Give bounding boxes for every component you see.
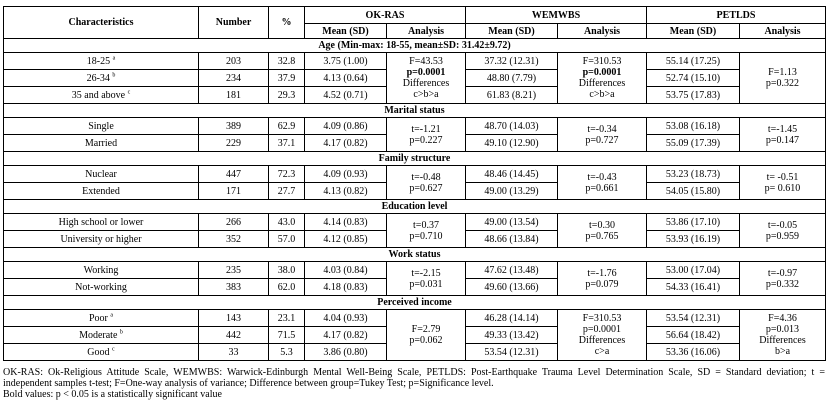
- row-label-superscript: c: [127, 89, 131, 96]
- cell-okras-analysis: [387, 262, 466, 296]
- cell-okras-analysis: [387, 310, 466, 361]
- row-label-superscript: a: [112, 55, 116, 62]
- cell-okras-mean: 4.04 (0.93): [305, 310, 387, 327]
- row-label: 18-25: [86, 55, 111, 67]
- analysis-line: p=0.765: [585, 230, 619, 242]
- row-label-cell: [4, 327, 199, 344]
- table-footnote: [3, 367, 825, 400]
- cell-percent: 32.8: [269, 53, 305, 70]
- analysis-line: p=0.0001: [582, 324, 622, 335]
- results-table-body: [4, 39, 826, 361]
- section-title: Family structure: [4, 152, 826, 166]
- analysis-line: t=-2.15: [411, 267, 441, 279]
- cell-number: 235: [199, 262, 269, 279]
- analysis-line: F=4.36: [768, 313, 797, 324]
- cell-number: 447: [199, 166, 269, 183]
- cell-okras-mean: 4.12 (0.85): [305, 231, 387, 248]
- header-okras-mean: Mean (SD): [305, 24, 387, 39]
- cell-petlds-analysis: [740, 262, 826, 296]
- cell-petlds-mean: 53.00 (17.04): [647, 262, 740, 279]
- cell-percent: 23.1: [269, 310, 305, 327]
- row-label-superscript: a: [110, 312, 114, 319]
- row-label-cell: [4, 310, 199, 327]
- analysis-line: F=1.13: [768, 67, 797, 78]
- analysis-line: t=-0.48: [411, 171, 441, 183]
- cell-wemwbs-analysis: [558, 118, 647, 152]
- cell-petlds-mean: 54.05 (15.80): [647, 183, 740, 200]
- row-label-cell: [4, 166, 199, 183]
- analysis-line: t=-1.21: [411, 123, 441, 135]
- cell-petlds-analysis: [740, 166, 826, 200]
- cell-percent: 71.5: [269, 327, 305, 344]
- cell-petlds-mean: 53.54 (12.31): [647, 310, 740, 327]
- cell-okras-mean: 4.18 (0.83): [305, 279, 387, 296]
- cell-percent: 57.0: [269, 231, 305, 248]
- cell-petlds-mean: 55.14 (17.25): [647, 53, 740, 70]
- row-label-superscript: c: [112, 346, 115, 353]
- analysis-line: p=0.147: [765, 134, 800, 146]
- cell-percent: 5.3: [269, 344, 305, 361]
- section-title: Education level: [4, 200, 826, 214]
- row-label-cell: [4, 231, 199, 248]
- section-row: [4, 104, 826, 118]
- analysis-line: p=0.227: [409, 134, 443, 146]
- cell-percent: 62.9: [269, 118, 305, 135]
- cell-number: 203: [199, 53, 269, 70]
- row-label: 35 and above: [71, 89, 126, 101]
- cell-number: 33: [199, 344, 269, 361]
- analysis-line: p=0.031: [409, 278, 443, 290]
- cell-petlds-mean: 53.93 (16.19): [647, 231, 740, 248]
- row-label-cell: [4, 279, 199, 296]
- cell-wemwbs-mean: 37.32 (12.31): [466, 53, 558, 70]
- cell-okras-analysis: [387, 166, 466, 200]
- cell-petlds-mean: 53.86 (17.10): [647, 214, 740, 231]
- cell-petlds-mean: 56.64 (18.42): [647, 327, 740, 344]
- analysis-line: p=0.013: [765, 324, 800, 335]
- analysis-line: c>b>a: [589, 89, 615, 100]
- results-table-container: [3, 6, 827, 361]
- table-row: [4, 310, 826, 327]
- cell-wemwbs-mean: 49.00 (13.54): [466, 214, 558, 231]
- cell-okras-mean: 4.09 (0.86): [305, 118, 387, 135]
- cell-number: 442: [199, 327, 269, 344]
- cell-number: 352: [199, 231, 269, 248]
- row-label-cell: [4, 118, 199, 135]
- analysis-line: Differences: [578, 335, 626, 346]
- cell-okras-analysis: [387, 53, 466, 104]
- analysis-line: c>a: [594, 346, 610, 357]
- cell-wemwbs-mean: 48.66 (13.84): [466, 231, 558, 248]
- section-row: [4, 152, 826, 166]
- analysis-line: p=0.627: [409, 182, 443, 194]
- row-label: Working: [83, 264, 119, 276]
- table-row: [4, 166, 826, 183]
- cell-petlds-mean: 55.09 (17.39): [647, 135, 740, 152]
- analysis-line: p=0.727: [585, 134, 619, 146]
- cell-petlds-analysis: [740, 214, 826, 248]
- cell-percent: 72.3: [269, 166, 305, 183]
- cell-percent: 62.0: [269, 279, 305, 296]
- row-label-cell: [4, 135, 199, 152]
- row-label: Extended: [82, 185, 120, 197]
- footnote-abbreviations: OK-RAS: Ok-Religious Attitude Scale, WEMWBS: Warwick-Edinburgh Mental Well-Being Scale, PETLDS: Post-Earthquake Trauma Level Determination Scale, SD = Standard deviation; t = independent samples t-test; F=One-way analysis of variance; Difference between group=Tukey Test; p=Significance level.: [3, 367, 825, 389]
- row-label: Good: [87, 346, 110, 358]
- cell-number: 143: [199, 310, 269, 327]
- cell-petlds-analysis: [740, 53, 826, 104]
- table-row: [4, 262, 826, 279]
- section-row: [4, 248, 826, 262]
- cell-number: 171: [199, 183, 269, 200]
- row-label: Poor: [88, 312, 108, 324]
- analysis-line: Differences: [578, 78, 626, 89]
- table-row: [4, 118, 826, 135]
- cell-wemwbs-mean: 48.46 (14.45): [466, 166, 558, 183]
- cell-okras-mean: 4.52 (0.71): [305, 87, 387, 104]
- header-petlds-mean: Mean (SD): [647, 24, 740, 39]
- section-row: [4, 39, 826, 53]
- cell-wemwbs-mean: 46.28 (14.14): [466, 310, 558, 327]
- analysis-line: b>a: [774, 346, 791, 357]
- cell-number: 389: [199, 118, 269, 135]
- cell-petlds-analysis: [740, 118, 826, 152]
- row-label: Single: [88, 120, 114, 132]
- cell-wemwbs-analysis: [558, 214, 647, 248]
- row-label-cell: [4, 183, 199, 200]
- cell-petlds-mean: 53.75 (17.83): [647, 87, 740, 104]
- header-okras: OK-RAS: [305, 7, 466, 24]
- analysis-line: t=-1.45: [767, 123, 798, 135]
- cell-okras-mean: 4.13 (0.64): [305, 70, 387, 87]
- cell-percent: 29.3: [269, 87, 305, 104]
- analysis-line: Differences: [402, 78, 450, 89]
- header-okras-analysis: Analysis: [387, 24, 466, 39]
- analysis-line: t=-0.97: [767, 267, 798, 279]
- cell-percent: 37.9: [269, 70, 305, 87]
- row-label: University or higher: [60, 233, 142, 245]
- cell-okras-mean: 4.09 (0.93): [305, 166, 387, 183]
- row-label-cell: [4, 344, 199, 361]
- row-label-cell: [4, 87, 199, 104]
- row-label: High school or lower: [58, 216, 144, 228]
- cell-wemwbs-mean: 48.80 (7.79): [466, 70, 558, 87]
- cell-okras-mean: 3.75 (1.00): [305, 53, 387, 70]
- header-wemwbs-mean: Mean (SD): [466, 24, 558, 39]
- cell-wemwbs-analysis: [558, 310, 647, 361]
- header-percent: %: [269, 7, 305, 39]
- cell-okras-mean: 4.17 (0.82): [305, 327, 387, 344]
- cell-wemwbs-mean: 49.33 (13.42): [466, 327, 558, 344]
- cell-wemwbs-analysis: [558, 53, 647, 104]
- row-label: Married: [84, 137, 118, 149]
- row-label: Moderate: [79, 329, 118, 341]
- cell-wemwbs-mean: 53.54 (12.31): [466, 344, 558, 361]
- analysis-line: p=0.322: [765, 78, 800, 89]
- cell-wemwbs-analysis: [558, 166, 647, 200]
- section-title: Age (Min-max: 18-55, mean±SD: 31.42±9.72): [4, 39, 826, 53]
- footnote-bold-note: Bold values: p < 0.05 is a statistically significant value: [3, 389, 222, 400]
- cell-number: 266: [199, 214, 269, 231]
- analysis-line: p=0.332: [765, 278, 800, 290]
- analysis-line: F=310.53: [582, 56, 622, 67]
- header-petlds-analysis: Analysis: [740, 24, 826, 39]
- cell-petlds-mean: 53.36 (16.06): [647, 344, 740, 361]
- analysis-line: t= -0.51: [766, 171, 799, 183]
- analysis-line: p=0.0001: [582, 67, 622, 78]
- analysis-line: t=0.37: [413, 219, 439, 231]
- analysis-line: t=0.30: [589, 219, 615, 231]
- row-label: Not-working: [75, 281, 127, 293]
- analysis-line: F=2.79: [411, 324, 441, 335]
- header-petlds: PETLDS: [647, 7, 826, 24]
- row-label-cell: [4, 262, 199, 279]
- analysis-line: p=0.062: [409, 335, 443, 346]
- row-label: Nuclear: [85, 168, 117, 180]
- cell-petlds-mean: 52.74 (15.10): [647, 70, 740, 87]
- cell-percent: 27.7: [269, 183, 305, 200]
- cell-percent: 37.1: [269, 135, 305, 152]
- analysis-line: p=0.959: [765, 230, 800, 242]
- row-label-superscript: b: [112, 72, 116, 79]
- cell-petlds-analysis: [740, 310, 826, 361]
- cell-petlds-mean: 54.33 (16.41): [647, 279, 740, 296]
- cell-wemwbs-mean: 49.60 (13.66): [466, 279, 558, 296]
- row-label: 26-34: [86, 72, 110, 84]
- cell-petlds-mean: 53.08 (16.18): [647, 118, 740, 135]
- cell-petlds-mean: 53.23 (18.73): [647, 166, 740, 183]
- analysis-line: t=-0.43: [587, 171, 617, 183]
- header-characteristics: Characteristics: [4, 7, 199, 39]
- cell-okras-mean: 4.14 (0.83): [305, 214, 387, 231]
- section-title: Marital status: [4, 104, 826, 118]
- cell-okras-mean: 4.03 (0.84): [305, 262, 387, 279]
- analysis-line: p= 0.610: [764, 182, 801, 194]
- cell-okras-mean: 4.13 (0.82): [305, 183, 387, 200]
- header-wemwbs: WEMWBS: [466, 7, 647, 24]
- header-number: Number: [199, 7, 269, 39]
- cell-okras-analysis: [387, 214, 466, 248]
- analysis-line: p=0.079: [585, 278, 619, 290]
- cell-wemwbs-analysis: [558, 262, 647, 296]
- cell-percent: 43.0: [269, 214, 305, 231]
- table-row: [4, 214, 826, 231]
- analysis-line: p=0.661: [585, 182, 619, 194]
- cell-wemwbs-mean: 48.70 (14.03): [466, 118, 558, 135]
- cell-okras-mean: 3.86 (0.80): [305, 344, 387, 361]
- analysis-line: F=310.53: [582, 313, 622, 324]
- cell-number: 383: [199, 279, 269, 296]
- cell-number: 234: [199, 70, 269, 87]
- analysis-line: p=0.0001: [406, 67, 446, 78]
- section-row: [4, 200, 826, 214]
- analysis-line: t=-1.76: [587, 267, 617, 279]
- cell-okras-analysis: [387, 118, 466, 152]
- analysis-line: F=43.53: [409, 56, 443, 67]
- section-title: Perceived income: [4, 296, 826, 310]
- results-table: [3, 6, 826, 361]
- analysis-line: c>b>a: [413, 89, 439, 100]
- section-title: Work status: [4, 248, 826, 262]
- header-wemwbs-analysis: Analysis: [558, 24, 647, 39]
- cell-wemwbs-mean: 49.00 (13.29): [466, 183, 558, 200]
- table-row: [4, 53, 826, 70]
- analysis-line: t=-0.05: [767, 219, 798, 231]
- cell-number: 229: [199, 135, 269, 152]
- row-label-cell: [4, 53, 199, 70]
- row-label-cell: [4, 70, 199, 87]
- cell-percent: 38.0: [269, 262, 305, 279]
- cell-wemwbs-mean: 49.10 (12.90): [466, 135, 558, 152]
- analysis-line: t=-0.34: [587, 123, 617, 135]
- cell-wemwbs-mean: 61.83 (8.21): [466, 87, 558, 104]
- cell-wemwbs-mean: 47.62 (13.48): [466, 262, 558, 279]
- row-label-superscript: b: [119, 329, 123, 336]
- analysis-line: Differences: [759, 335, 806, 346]
- cell-number: 181: [199, 87, 269, 104]
- analysis-line: p=0.710: [409, 230, 443, 242]
- row-label-cell: [4, 214, 199, 231]
- section-row: [4, 296, 826, 310]
- cell-okras-mean: 4.17 (0.82): [305, 135, 387, 152]
